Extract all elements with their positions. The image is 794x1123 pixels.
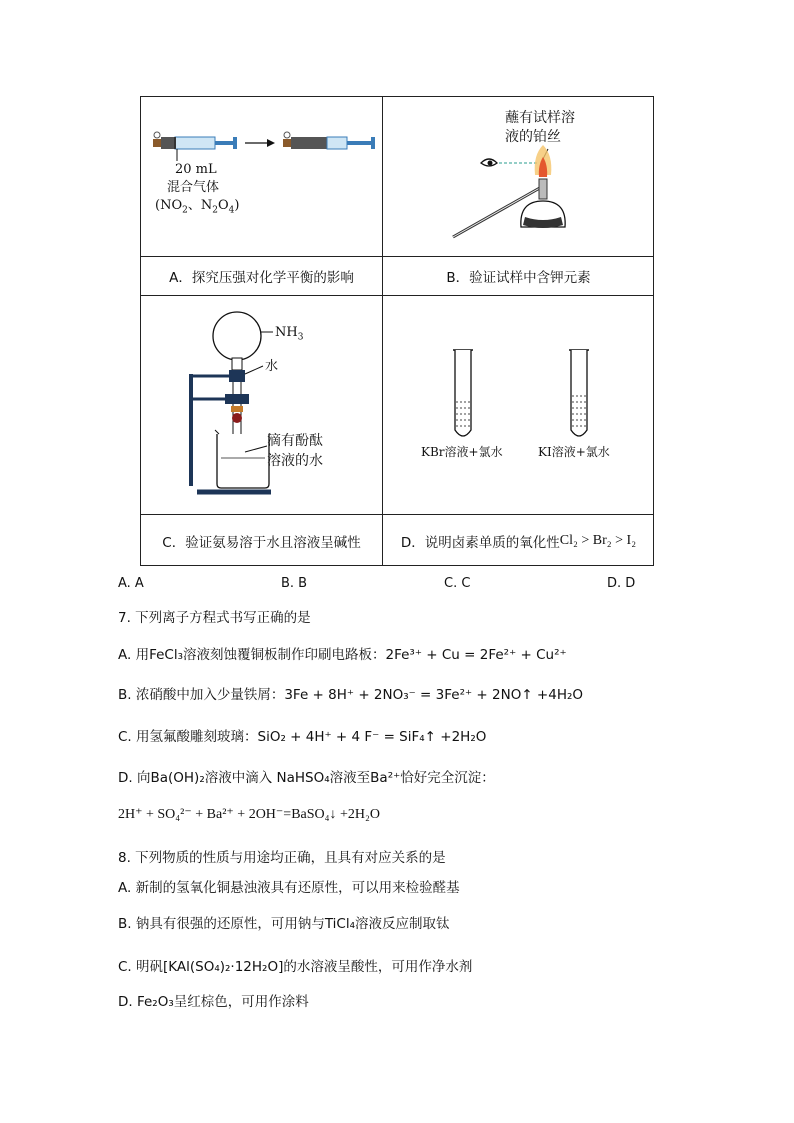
ki-tube-label: KI溶液+氯水	[538, 445, 610, 459]
figure-syringe	[141, 97, 382, 256]
experiment-table	[140, 96, 654, 566]
figure-test-tubes	[383, 296, 654, 514]
syringe-left	[153, 132, 237, 149]
water-label: 水	[265, 359, 279, 374]
q7-option-c[interactable]: C. 用氢氟酸雕刻玻璃：SiO₂ + 4H⁺ + 4 F⁻ = SiF₄↑ +2H₂O	[118, 729, 487, 745]
q7-option-b[interactable]: B. 浓硝酸中加入少量铁屑：3Fe + 8H⁺ + 2NO₃⁻ = 3Fe²⁺ + 2NO↑ +4H₂O	[118, 687, 584, 703]
q6-choice-c[interactable]: C. C	[444, 576, 471, 591]
test-tube-ki	[569, 350, 589, 436]
caption-a: A．探究压强对化学平衡的影响	[169, 270, 354, 286]
figure-flame-test	[383, 97, 654, 256]
phenolphthalein-label-1: 滴有酚酞	[267, 433, 323, 449]
caption-b: B．验证试样中含钾元素	[446, 270, 591, 286]
caption-d	[383, 515, 654, 566]
gas-label: 混合气体	[167, 180, 220, 195]
nh3-label: $NH_3$	[275, 325, 304, 343]
q8-option-b[interactable]: B. 钠具有很强的还原性，可用钠与TiCl₄溶液反应制取钛	[118, 916, 450, 932]
alcohol-lamp-diagram	[383, 97, 654, 256]
platinum-wire-label-2: 液的铂丝	[505, 129, 561, 145]
test-tube-kbr	[453, 350, 473, 436]
q8-option-d[interactable]: D. Fe₂O₃呈红棕色，可用作涂料	[118, 994, 309, 1010]
kbr-tube-label: KBr溶液+氯水	[421, 445, 503, 459]
q7-stem: 7. 下列离子方程式书写正确的是	[118, 610, 311, 626]
q6-choice-d[interactable]: D. D	[607, 576, 636, 591]
q7-option-a[interactable]: A. 用FeCl₃溶液刻蚀覆铜板制作印刷电路板：2Fe³⁺ + Cu = 2Fe²⁺ + Cu²⁺	[118, 647, 567, 663]
eye-icon	[481, 159, 497, 166]
q7-option-d[interactable]: D. 向Ba(OH)₂溶液中滴入 NaHSO₄溶液至Ba²⁺恰好完全沉淀：	[118, 770, 495, 786]
q6-choice-b[interactable]: B. B	[281, 576, 308, 591]
syringe-right	[283, 132, 375, 149]
caption-d-math: Cl₂ > Br₂ > I₂	[559, 532, 637, 548]
fountain-diagram	[141, 296, 382, 514]
q8-option-c[interactable]: C. 明矾[KAl(SO₄)₂·12H₂O]的水溶液呈酸性，可用作净水剂	[118, 959, 473, 975]
gas-formula: ($NO_2$、$N_2O_4$)	[155, 198, 240, 216]
q7-option-d-equation: 2H⁺ + SO₄²⁻ + Ba²⁺ + 2OH⁻=BaSO₄↓ +2H₂O	[118, 807, 381, 822]
test-tubes-diagram	[383, 296, 654, 514]
q6-choice-a[interactable]: A. A	[118, 576, 144, 591]
caption-d-text: D．说明卤素单质的氧化性	[400, 534, 560, 551]
phenolphthalein-label-2: 溶液的水	[267, 453, 323, 469]
q8-option-a[interactable]: A. 新制的氢氧化铜悬浊液具有还原性，可以用来检验醛基	[118, 880, 460, 896]
syringe-volume-label: 20 mL	[175, 162, 217, 177]
caption-c: C．验证氨易溶于水且溶液呈碱性	[162, 534, 361, 551]
q8-stem: 8. 下列物质的性质与用途均正确，且具有对应关系的是	[118, 850, 446, 866]
figure-fountain	[141, 296, 382, 514]
platinum-wire-label-1: 蘸有试样溶	[505, 110, 575, 126]
